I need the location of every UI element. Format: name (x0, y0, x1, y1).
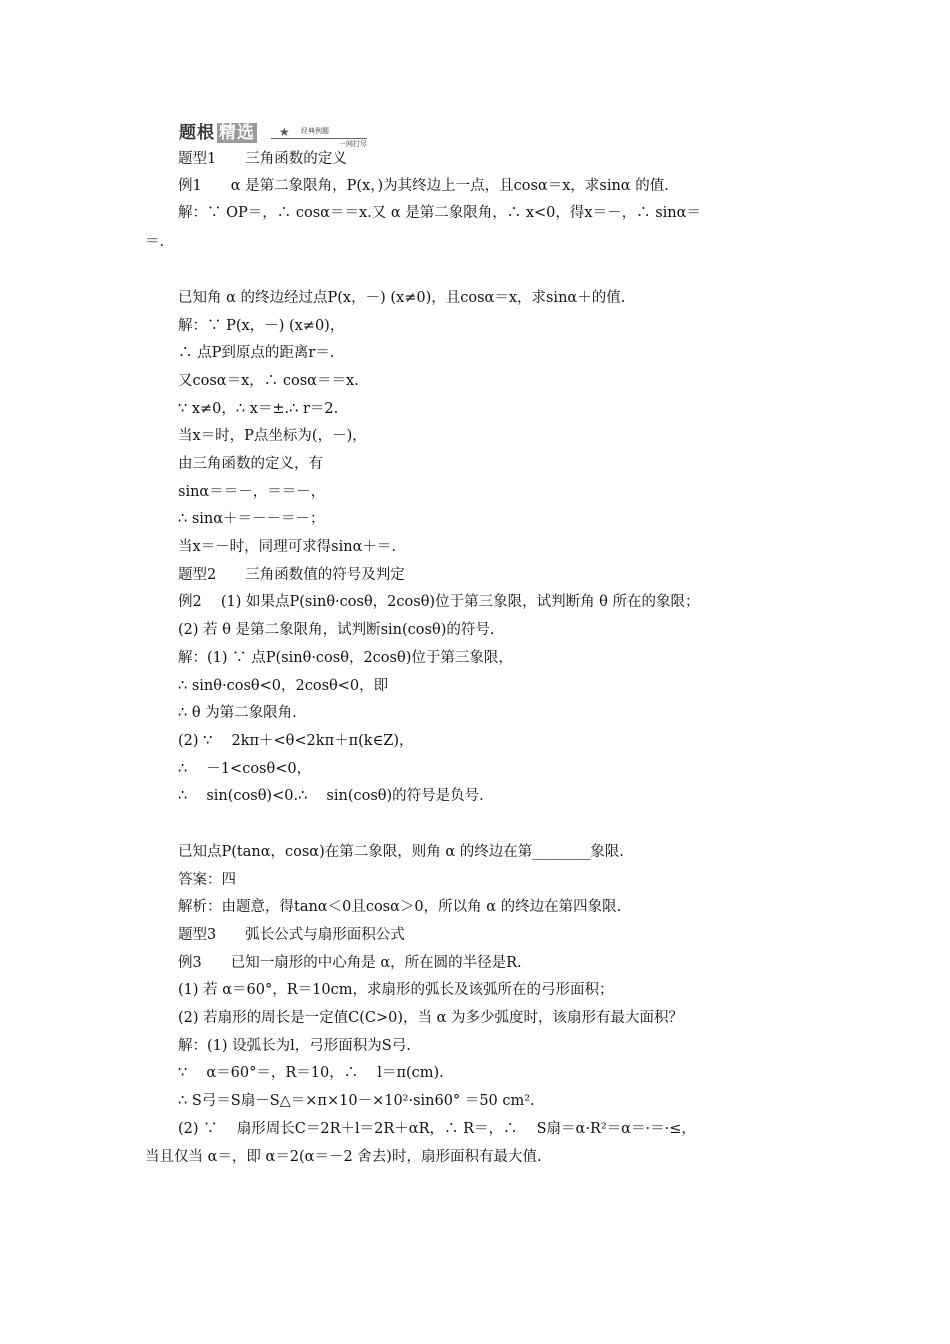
text-line: ∴ －1<cosθ<0， (178, 761, 312, 777)
text-line: ∴ 点P到原点的距离r＝. (178, 345, 335, 361)
text-line: 解：∵ P(x，－) (x≠0)， (178, 318, 345, 334)
text-line: 答案：四 (178, 872, 236, 888)
text-line: 又cosα＝x，∴ cosα＝＝x. (178, 373, 359, 389)
text-line: ∴ sinα＋＝－－＝－； (178, 511, 325, 527)
banner-subtitle-2: 一网打尽 (339, 140, 367, 148)
text-line: 当且仅当 α＝，即 α＝2(α＝－2 舍去)时，扇形面积有最大值. (145, 1149, 542, 1165)
text-line: (2) ∵ 扇形周长C＝2R＋l＝2R＋αR，∴ R＝，∴ S扇＝α·R²＝α＝·＝·≤， (178, 1121, 696, 1137)
text-line: 当x＝－时，同理可求得sinα＋＝. (178, 539, 396, 555)
text-line: 由三角函数的定义，有 (178, 456, 323, 472)
text-line: 解：(1) 设弧长为l，弓形面积为S弓. (178, 1038, 411, 1054)
star-icon: ★ (279, 125, 290, 139)
text-line: (2) ∵ 2kπ＋<θ<2kπ＋π(k∈Z)， (178, 733, 414, 749)
text-line: 解：∵ OP＝，∴ cosα＝＝x.又 α 是第二象限角，∴ x<0，得x＝－，∴ sinα＝ (178, 205, 701, 221)
text-line: ∴ S弓＝S扇－S△＝×π×10－×10²·sin60° ＝50 cm². (178, 1093, 535, 1109)
text-line: 题型3 弧长公式与扇形面积公式 (178, 927, 405, 943)
text-line: ∵ x≠0，∴ x＝±.∴ r＝2. (178, 401, 339, 417)
text-line: 例1 α 是第二象限角，P(x，)为其终边上一点，且cosα＝x，求sinα 的值. (178, 178, 669, 194)
text-line: ∵ α＝60°＝，R＝10，∴ l＝π(cm). (178, 1065, 444, 1081)
text-line: 已知角 α 的终边经过点P(x，－) (x≠0)，且cosα＝x，求sinα＋的值. (178, 290, 626, 306)
text-line: 题型1 三角函数的定义 (178, 151, 347, 167)
text-line: 已知点P(tanα，cosα)在第二象限，则角 α 的终边在第________象限. (178, 844, 624, 860)
section-banner (179, 122, 387, 148)
text-line: (2) 若 θ 是第二象限角，试判断sin(cosθ)的符号. (178, 622, 495, 638)
text-line: (2) 若扇形的周长是一定值C(C>0)，当 α 为多少弧度时，该扇形有最大面积？ (178, 1010, 684, 1026)
text-line: 解：(1) ∵ 点P(sinθ·cosθ，2cosθ)位于第三象限， (178, 650, 513, 666)
text-line: ＝. (145, 234, 165, 250)
banner-part1: 题根 (179, 123, 215, 143)
text-line: ∴ sinθ·cosθ<0，2cosθ<0，即 (178, 678, 389, 694)
banner-title (179, 122, 257, 144)
text-line: (1) 若 α＝60°，R＝10cm，求扇形的弧长及该弧所在的弓形面积； (178, 982, 614, 998)
text-line: 例2 (1) 如果点P(sinθ·cosθ，2cosθ)位于第三象限，试判断角 θ 所在的象限； (178, 594, 700, 610)
banner-part2: 精选 (219, 123, 255, 143)
text-line: 例3 已知一扇形的中心角是 α，所在圆的半径是R. (178, 955, 522, 971)
text-line: sinα＝＝－，＝＝－， (178, 484, 326, 500)
text-line: 当x＝时，P点坐标为(，－)， (178, 428, 367, 444)
text-line: ∴ sin(cosθ)<0.∴ sin(cosθ)的符号是负号. (178, 788, 484, 804)
banner-subtitle-1: 经典例题 (301, 127, 329, 135)
text-line: ∴ θ 为第二象限角. (178, 705, 297, 721)
text-line: 解析：由题意，得tanα＜0且cosα＞0，所以角 α 的终边在第四象限. (178, 899, 622, 915)
text-line: 题型2 三角函数值的符号及判定 (178, 567, 405, 583)
